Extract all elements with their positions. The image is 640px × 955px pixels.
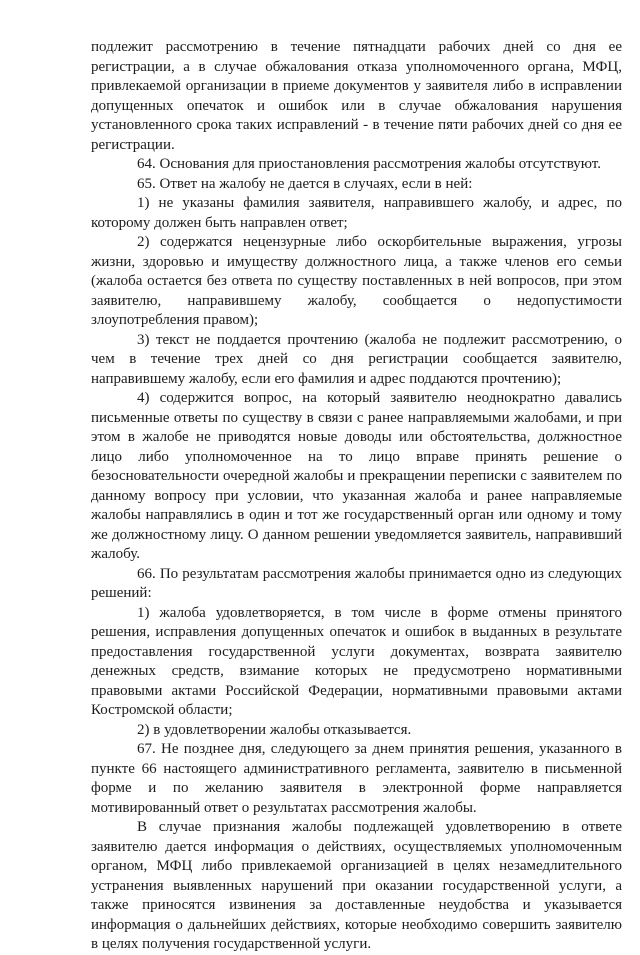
paragraph-item-66: 66. По результатам рассмотрения жалобы принимается одно из следующих решений:: [91, 565, 622, 601]
paragraph-item-66-2: 2) в удовлетворении жалобы отказывается.: [137, 721, 412, 738]
paragraph-item-66-1: 1) жалоба удовлетворяется, в том числе в форме отмены принятого решения, исправления допущенных опечаток и ошибок в выданных в результате предоставления государственной услуги документах, возврата заявителю денежных средств, взимание которых не предусмотрено нормативными правовыми актами Российской Федерации, нормативными правовыми актами Костромской области;: [91, 604, 622, 718]
paragraph-item-65-1: 1) не указаны фамилия заявителя, направившего жалобу, и адрес, по которому должен быть направлен ответ;: [91, 195, 622, 231]
paragraph-item-65-4: 4) содержится вопрос, на который заявителю неоднократно давались письменные ответы по существу в связи с ранее направляемыми жалобами, и при этом в жалобе не приводятся новые доводы или обстоятельства, должностное лицо либо уполномоченное на то лицо вправе принять решение о безосновательности очередной жалобы и прекращении переписки с заявителем по данному вопросу при условии, что указанная жалоба и ранее направляемые жалобы направлялись в один и тот же государственный орган или одному и тому же должностному лицу. О данном решении уведомляется заявитель, направивший жалобу.: [91, 390, 622, 562]
paragraph-item-65-2: 2) содержатся нецензурные либо оскорбительные выражения, угрозы жизни, здоровью и имуществу должностного лица, а также членов его семьи (жалоба остается без ответа по существу поставленных в ней вопросов, при этом заявителю, направившему жалобу, сообщается о недопустимости злоупотребления правом);: [91, 234, 622, 328]
paragraph-item-67: 67. Не позднее дня, следующего за днем принятия решения, указанного в пункте 66 настоящего административного регламента, заявителю в письменной форме и по желанию заявителя в электронной форме направляется мотивированный ответ о результатах рассмотрения жалобы.: [91, 741, 622, 816]
paragraph-item-64: 64. Основания для приостановления рассмотрения жалобы отсутствуют.: [137, 156, 601, 172]
paragraph-item-67-continuation: В случае признания жалобы подлежащей удовлетворению в ответе заявителю дается информация о действиях, осуществляемых уполномоченным органом, МФЦ либо привлекаемой организацией в целях незамедлительного устранения выявленных нарушений при оказании государственной услуги, а также приносятся извинения за доставленные неудобства и указывается информация о дальнейших действиях, которые необходимо совершить заявителю в целях получения государственной услуги.: [91, 819, 622, 952]
paragraph-item-65-3: 3) текст не поддается прочтению (жалоба не подлежит рассмотрению, о чем в течение трех дней со дня регистрации сообщается заявителю, направившему жалобу, если его фамилия и адрес поддаются прочтению);: [91, 331, 622, 387]
document-page: [91, 38, 622, 955]
paragraph-continuation: подлежит рассмотрению в течение пятнадцати рабочих дней со дня ее регистрации, а в случае обжалования отказа уполномоченного органа, МФЦ, привлекаемой организации в приеме документов у заявителя либо в исправлении допущенных опечаток и ошибок или в случае обжалования нарушения установленного срока таких исправлений - в течение пяти рабочих дней со дня ее регистрации.: [91, 39, 622, 153]
paragraph-item-65: 65. Ответ на жалобу не дается в случаях, если в ней:: [137, 175, 473, 192]
